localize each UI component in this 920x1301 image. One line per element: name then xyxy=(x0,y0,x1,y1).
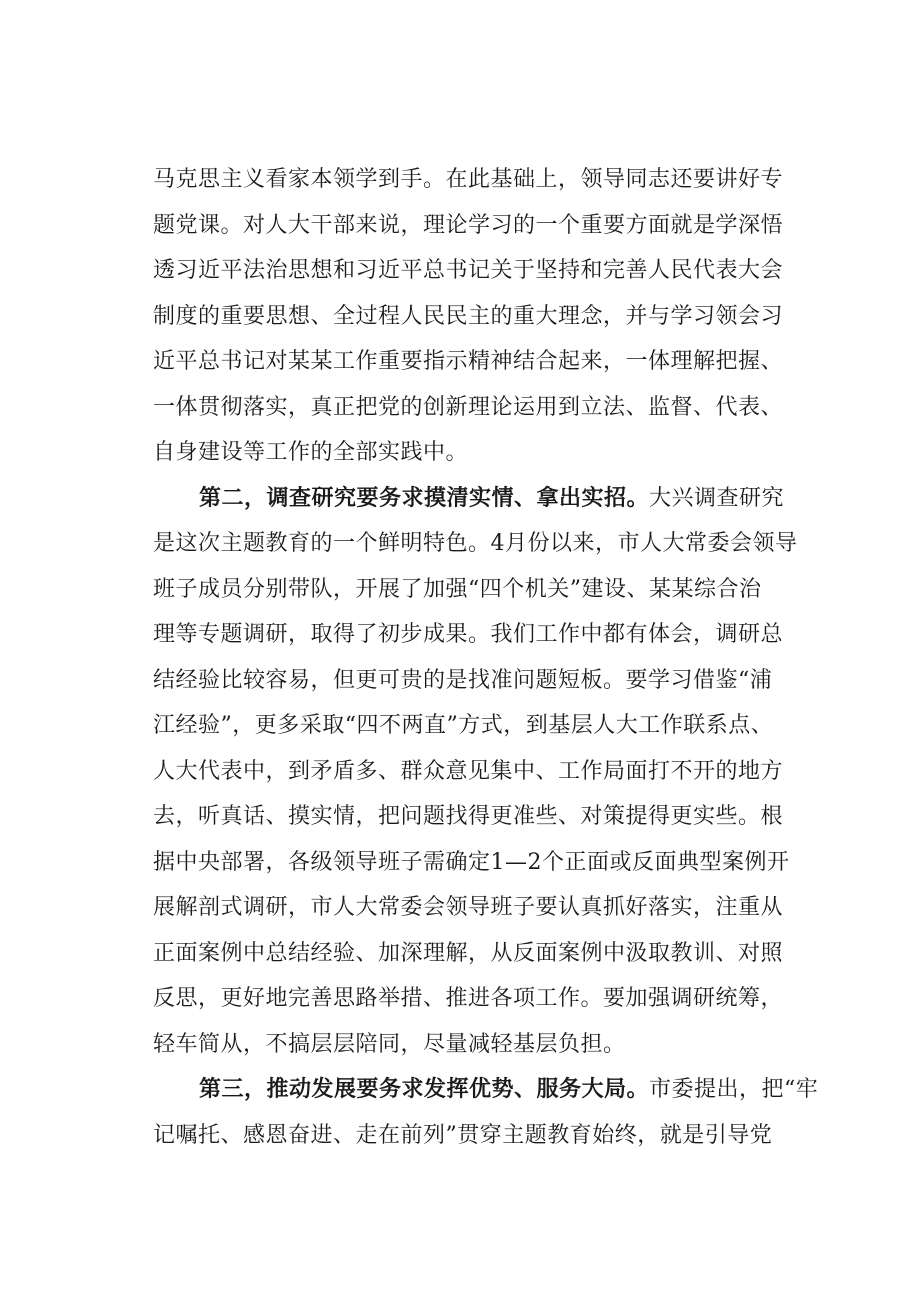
paragraph-3-first-line xyxy=(153,1067,818,1113)
paragraph-3-line: 记嘱托、感恩奋进、走在前列”贯穿主题教育始终，就是引导党 xyxy=(153,1122,773,1148)
paragraph-1-line: 自身建设等工作的全部实践中。 xyxy=(153,440,469,465)
paragraph-2-first-line xyxy=(153,476,818,522)
paragraph-1-line: 制度的重要思想、全过程人民民主的重大理念，并与学习领会习 xyxy=(153,303,784,329)
paragraph-2-line: 据中央部署，各级领导班子需确定1—2个正面或反面典型案例开 xyxy=(153,849,790,875)
document-body xyxy=(153,157,818,1158)
paragraph-2-heading: 第二，调查研究要务求摸清实情、拿出实招。 xyxy=(199,484,650,511)
paragraph-2-line: 结经验比较容易，但更可贵的是找准问题短板。要学习借鉴“浦 xyxy=(153,667,773,693)
paragraph-1-line: 马克思主义看家本领学到手。在此基础上，领导同志还要讲好专 xyxy=(153,167,784,192)
paragraph-3-heading: 第三，推动发展要务求发挥优势、服务大局。 xyxy=(199,1076,650,1102)
paragraph-1-line: 近平总书记对某某工作重要指示精神结合起来，一体理解把握、 xyxy=(153,349,784,374)
paragraph-2-line: 反思，更好地完善思路举措、推进各项工作。要加强调研统筹， xyxy=(153,986,784,1011)
paragraph-2-line: 展解剖式调研，市人大常委会领导班子要认真抓好落实，注重从 xyxy=(153,895,784,920)
paragraph-2-line: 理等专题调研，取得了初步成果。我们工作中都有体会，调研总 xyxy=(153,622,784,647)
paragraph-2-line: 人大代表中，到矛盾多、群众意见集中、工作局面打不开的地方 xyxy=(153,758,784,784)
paragraph-2-line: 正面案例中总结经验、加深理解，从反面案例中汲取教训、对照 xyxy=(153,940,784,966)
paragraph-1-line: 透习近平法治思想和习近平总书记关于坚持和完善人民代表大会 xyxy=(153,258,784,283)
paragraph-2-line: 是这次主题教育的一个鲜明特色。4月份以来，市人大常委会领导 xyxy=(153,531,798,556)
paragraph-2-lead-text: 大兴调查研究 xyxy=(649,485,785,511)
paragraph-2-line: 轻车简从，不搞层层陪同，尽量减轻基层负担。 xyxy=(153,1031,626,1057)
paragraph-1-line: 题党课。对人大干部来说，理论学习的一个重要方面就是学深悟 xyxy=(153,212,784,238)
paragraph-2-line: 江经验”，更多采取“四不两直”方式，到基层人大工作联系点、 xyxy=(153,713,774,738)
paragraph-2-line: 班子成员分别带队，开展了加强“四个机关”建设、某某综合治 xyxy=(153,576,762,602)
paragraph-2-line: 去，听真话、摸实情，把问题找得更准些、对策提得更实些。根 xyxy=(153,804,784,829)
paragraph-1-line: 一体贯彻落实，真正把党的创新理论运用到立法、监督、代表、 xyxy=(153,394,784,420)
paragraph-3-lead-text: 市委提出，把“牢 xyxy=(649,1077,819,1102)
